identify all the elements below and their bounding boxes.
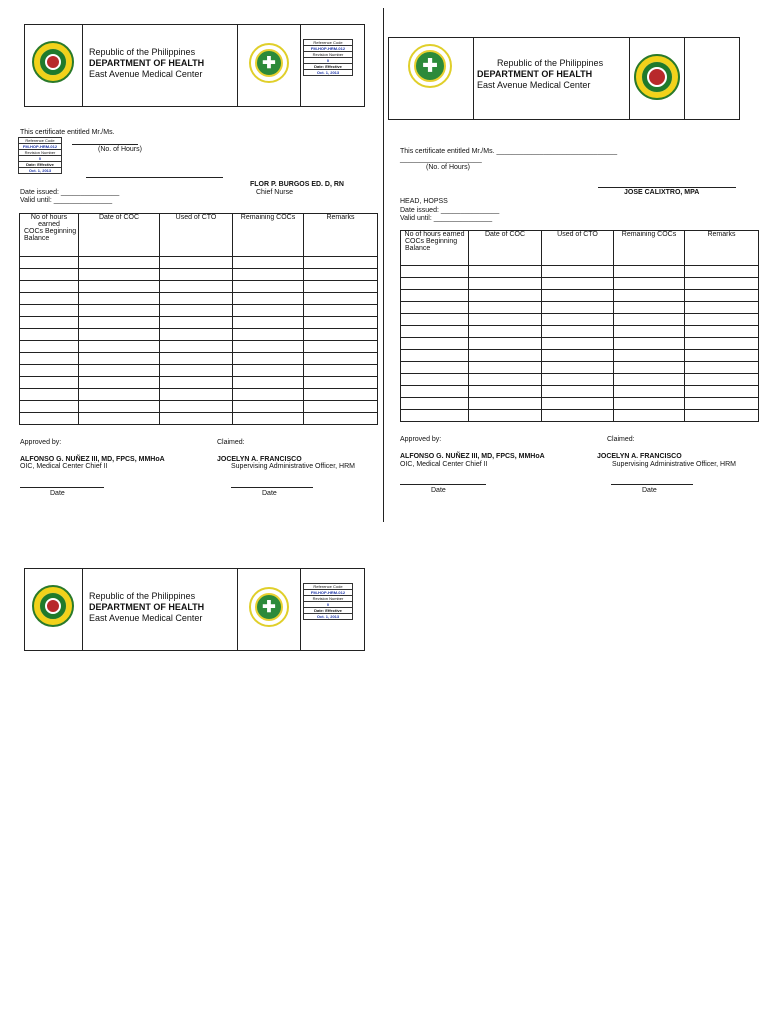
table-row [401,266,759,278]
header-line-3: East Avenue Medical Center [89,613,203,623]
table-row [20,269,378,281]
table-cell [304,341,378,353]
certificate-text: This certificate entitled Mr./Ms. [20,129,115,136]
table-cell [542,350,614,362]
table-cell [469,278,542,290]
coc-table-left [19,213,378,425]
table-cell [233,365,304,377]
table-cell [685,302,759,314]
table-cell [685,410,759,422]
table-cell [542,266,614,278]
table-cell [20,341,79,353]
table-cell [233,413,304,425]
table-cell [401,410,469,422]
table-row [401,350,759,362]
table-cell [614,278,685,290]
table-cell [304,389,378,401]
table-cell [401,302,469,314]
table-cell [469,314,542,326]
table-cell [614,386,685,398]
date-label: Date [431,487,446,494]
claimed: Claimed: [217,439,245,446]
table-row [20,305,378,317]
approver-name: ALFONSO G. NUÑEZ III, MD, FPCS, MMHoA [20,456,165,463]
table-row [20,353,378,365]
col-date-coc: Date of COC [469,231,542,266]
table-cell [20,305,79,317]
page-divider [383,8,384,522]
reference-code-box: Reference Code FM-HOP-HRM-012 Revision Number 0 Date: Effective Oct. 1, 2013 [303,39,353,76]
table-cell [160,353,233,365]
table-cell [614,326,685,338]
header-line-3: East Avenue Medical Center [89,69,203,79]
col-remaining-cocs: Remaining COCs [614,231,685,266]
signer-name: JOSE CALIXTRO, MPA [624,189,700,196]
table-cell [160,293,233,305]
table-cell [614,266,685,278]
table-row [20,365,378,377]
table-cell [401,350,469,362]
table-cell [304,401,378,413]
reference-code-box-small: Reference Code FM-HOP-HRM-012 Revision Number 0 Date: Effective Oct. 1, 2013 [18,137,62,174]
table-cell [304,257,378,269]
hours-label: (No. of Hours) [426,164,470,171]
table-cell [469,290,542,302]
table-cell [20,293,79,305]
table-cell [685,326,759,338]
table-cell [304,269,378,281]
coc-table-right [400,230,759,422]
table-cell [304,353,378,365]
table-cell [233,341,304,353]
table-cell [20,317,79,329]
header-top-right [388,37,740,120]
col-remarks: Remarks [304,214,378,257]
table-row [401,326,759,338]
claimed: Claimed: [607,436,635,443]
table-row [401,302,759,314]
table-row [401,410,759,422]
valid-until: Valid until: _______________ [20,197,113,204]
table-cell [233,281,304,293]
table-cell [469,326,542,338]
table-row [401,362,759,374]
table-cell [233,269,304,281]
table-cell [469,362,542,374]
table-row [20,377,378,389]
table-cell [79,329,160,341]
table-cell [160,341,233,353]
table-cell [469,398,542,410]
col-hours-earned: No of hours earned COCs Beginning Balance [401,231,469,266]
table-cell [79,401,160,413]
table-cell [160,377,233,389]
approver-name: ALFONSO G. NUÑEZ III, MD, FPCS, MMHoA [400,453,545,460]
table-cell [685,350,759,362]
eamc-seal-icon: ✚ [249,43,289,83]
table-cell [685,278,759,290]
date-issued: Date issued: _______________ [20,189,120,196]
table-cell [160,389,233,401]
table-cell [304,413,378,425]
table-cell [401,362,469,374]
table-cell [160,305,233,317]
table-cell [685,398,759,410]
table-cell [233,257,304,269]
table-cell [79,293,160,305]
table-cell [542,338,614,350]
table-cell [401,278,469,290]
table-cell [79,365,160,377]
claimer-title: Supervising Administrative Officer, HRM [612,461,736,468]
table-row [20,257,378,269]
table-cell [542,290,614,302]
table-cell [469,338,542,350]
table-cell [401,290,469,302]
table-cell [304,305,378,317]
table-row [401,374,759,386]
claimer-name: JOCELYN A. FRANCISCO [217,456,302,463]
header-line-1: Republic of the Philippines [497,58,604,68]
table-cell [160,257,233,269]
table-cell [685,266,759,278]
header-line-1: Republic of the Philippines [89,591,196,601]
table-cell [304,317,378,329]
header-line-2: DEPARTMENT OF HEALTH [89,58,205,68]
table-cell [614,410,685,422]
header-line-2: DEPARTMENT OF HEALTH [89,602,205,612]
doh-seal-icon [32,585,74,627]
reference-code-box: Reference Code FM-HOP-HRM-012 Revision Number 0 Date: Effective Oct. 1, 2013 [303,583,353,620]
col-date-coc: Date of COC [79,214,160,257]
table-cell [79,257,160,269]
col-remarks: Remarks [685,231,759,266]
table-cell [160,329,233,341]
table-row [401,338,759,350]
table-cell [469,266,542,278]
table-cell [685,362,759,374]
table-cell [542,278,614,290]
table-cell [304,329,378,341]
approved-by: Approved by: [400,436,442,443]
signer-title: HEAD, HOPSS [400,198,448,205]
col-remaining-cocs: Remaining COCs [233,214,304,257]
signer-name: FLOR P. BURGOS ED. D, RN [250,181,344,188]
table-cell [542,386,614,398]
approver-title: OIC, Medical Center Chief II [400,461,488,468]
table-cell [20,365,79,377]
col-used-cto: Used of CTO [160,214,233,257]
table-cell [79,389,160,401]
header-line-2: DEPARTMENT OF HEALTH [477,69,593,79]
table-cell [401,338,469,350]
table-cell [20,401,79,413]
table-cell [614,302,685,314]
table-cell [542,326,614,338]
hours-blank: _____________________ [400,156,482,163]
approved-by: Approved by: [20,439,62,446]
table-cell [20,257,79,269]
table-cell [20,281,79,293]
table-cell [304,377,378,389]
table-row [20,329,378,341]
table-cell [401,314,469,326]
table-cell [542,314,614,326]
certificate-text: This certificate entitled Mr./Ms. _______________________________ [400,148,618,155]
table-row [401,398,759,410]
table-cell [79,377,160,389]
header-line-3: East Avenue Medical Center [477,80,591,90]
table-cell [79,353,160,365]
table-cell [614,338,685,350]
table-cell [685,386,759,398]
table-cell [233,389,304,401]
table-cell [20,329,79,341]
table-cell [304,293,378,305]
table-cell [20,353,79,365]
table-cell [160,281,233,293]
table-cell [233,377,304,389]
table-cell [160,413,233,425]
table-cell [614,374,685,386]
table-cell [304,365,378,377]
table-cell [469,410,542,422]
valid-until: Valid until: _______________ [400,215,493,222]
table-cell [160,317,233,329]
table-cell [685,290,759,302]
table-cell [685,314,759,326]
table-cell [79,305,160,317]
table-cell [233,353,304,365]
table-cell [401,386,469,398]
table-cell [79,281,160,293]
hours-label: (No. of Hours) [98,146,142,153]
table-cell [469,386,542,398]
table-cell [160,365,233,377]
table-cell [20,377,79,389]
doh-seal-icon [32,41,74,83]
table-row [401,290,759,302]
table-cell [469,374,542,386]
table-cell [614,314,685,326]
table-cell [20,269,79,281]
table-cell [401,398,469,410]
header-bottom-left [24,568,365,651]
table-cell [160,269,233,281]
eamc-seal-icon: ✚ [249,587,289,627]
table-cell [542,410,614,422]
date-label: Date [262,490,277,497]
table-cell [79,317,160,329]
table-cell [401,266,469,278]
table-cell [469,350,542,362]
col-hours-earned: No of hours earned COCs Beginning Balance [20,214,79,257]
table-cell [233,293,304,305]
table-cell [614,350,685,362]
table-cell [233,317,304,329]
table-cell [233,329,304,341]
table-row [20,389,378,401]
table-cell [614,362,685,374]
table-row [20,413,378,425]
approver-title: OIC, Medical Center Chief II [20,463,108,470]
col-used-cto: Used of CTO [542,231,614,266]
eamc-seal-icon: ✚ [408,44,452,88]
table-row [401,278,759,290]
table-cell [233,401,304,413]
table-row [20,281,378,293]
table-row [20,341,378,353]
claimer-title: Supervising Administrative Officer, HRM [231,463,355,470]
table-cell [614,290,685,302]
table-cell [233,305,304,317]
table-cell [20,413,79,425]
signer-title: Chief Nurse [256,189,293,196]
table-cell [79,269,160,281]
table-cell [79,341,160,353]
header-line-1: Republic of the Philippines [89,47,196,57]
table-cell [469,302,542,314]
table-row [20,401,378,413]
claimer-name: JOCELYN A. FRANCISCO [597,453,682,460]
table-cell [685,374,759,386]
table-cell [79,413,160,425]
table-cell [401,374,469,386]
table-cell [304,281,378,293]
table-row [20,293,378,305]
date-label: Date [642,487,657,494]
table-row [20,317,378,329]
table-cell [401,326,469,338]
table-cell [542,362,614,374]
table-row [401,314,759,326]
header-top-left [24,24,365,107]
doh-seal-icon [634,54,680,100]
table-cell [614,398,685,410]
table-cell [542,398,614,410]
table-cell [542,374,614,386]
table-cell [685,338,759,350]
table-cell [160,401,233,413]
table-cell [20,389,79,401]
table-cell [542,302,614,314]
date-issued: Date issued: _______________ [400,207,500,214]
table-row [401,386,759,398]
date-label: Date [50,490,65,497]
